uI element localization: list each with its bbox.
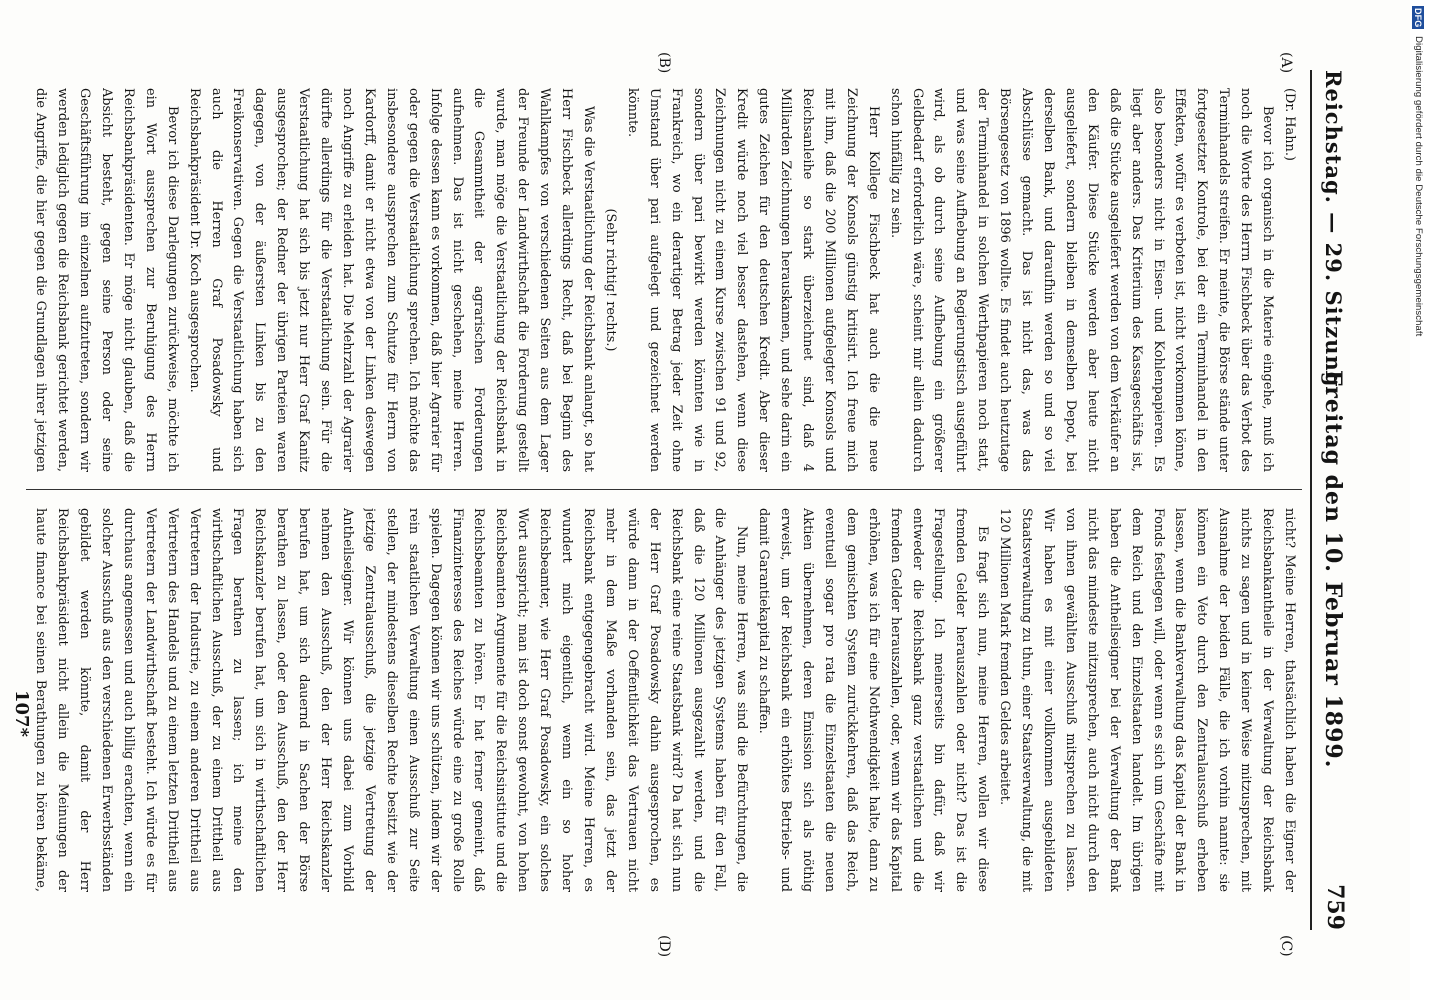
left-column — [30, 88, 1300, 472]
column-divider — [26, 489, 1302, 490]
left-paragraph: Bevor ich diese Darlegungen zurückweise, möchte ich ein Wort aussprechen zur Beruhigung des Herrn Reichsbankpräsidenten. Er möge nicht glauben, daß die Absicht besteht, gegen seine Person oder seine Geschäftsführung im einzelnen aufzutreten, sondern wir werden lediglich gegen die Reichsbank gerichtet werden, die Angriffe, die hier gegen die Grundlagen ihrer jetzigen — [33, 88, 180, 472]
margin-marker-d: (D) — [656, 935, 672, 958]
left-paragraph: Herr Kollege Fischbeck hat auch die die neue Zeichnung der Konsols günstig kritisirt. Ich freue mich mit ihm, daß die 200 Millionen aufgelegter Konsols und Reichsanleihe so stark überzeichnet sind, daß 4 Milliarden Zeichnungen herauskamen, und sehe darin ein gutes Zeichen für den deutschen Kredit. Aber dieser Kredit würde noch viel besser dastehen, wenn diese Zeichnungen nicht zu einem Kurse zwischen 91 und 92, sondern über pari bewirkt werden könnten wie in Frankreich, wo ein derartiger Betrag jeder Zeit ohne Umstand über pari aufgelegt und gezeichnet werden könnte. — [624, 88, 881, 472]
right-paragraph: Nun, meine Herren, was sind die Befürchtungen, die die Anhänger des jetzigen Systems haben für den Fall, daß die 120 Millionen ausgezahlt werden, und die Reichsbank eine reine Staatsbank wird? Da hat sich nun der Herr Graf Posadowsky dahin ausgesprochen, es würde dann in der Oeffentlichkeit das Vertrauen nicht mehr in dem Maße vorhanden sein, das jetzt der Reichsbank entgegengebracht wird. Meine Herren, es wundert mich eigentlich, wenn ein so hoher Reichsbeamter, wie Herr Graf Posadowsky, ein solches Wort ausspricht; man ist doch sonst gewohnt, von hohen Reichsbeamten Argumente für die Reichsinstitute und die Reichsbeamten zu hören. Er hat ferner gemeint, daß Finanzinteresse des Reiches würde eine zu große Rolle spielen. Dagegen können wir uns schützen, indem wir der rein staatlichen Verwaltung einen Ausschuß zur Seite stellen, der mindestens dieselben Rechte besitzt wie der jetzige Zentralausschuß, die jetzige Vertretung der Antheilseigner. Wir können uns dabei zum Vorbild nehmen den Ausschuß, den der Herr Reichskanzler berufen hat, um sich dauernd in Sachen der Börse berathen zu lassen, oder den Ausschuß, den der Herr Reichskanzler berufen hat, um sich in wirthschaftlichen Fragen berathen zu lassen; ich meine den wirthschaftlichen Ausschuß, der zu einem Drittheil aus Vertretern der Industrie, zu einem anderen Drittheil aus Vertretern des Handels und zu einem letzten Drittheil aus Vertretern der Landwirthschaft besteht. Ich würde es für durchaus angemessen und auch billig erachten, wenn ein solcher Ausschuß aus den verschiedenen Erwerbsständen gebildet werden könnte, damit der Herr Reichsbankpräsident nicht allein die Meinungen der haute finance bei seinen Berathungen zu hören bekäme, — [33, 508, 750, 892]
header-session: Reichstag. — 29. Sitzung. — [1321, 70, 1346, 396]
margin-marker-b: (B) — [656, 52, 672, 74]
page-header — [1314, 70, 1352, 930]
right-column — [30, 508, 1300, 892]
right-paragraph: Es fragt sich nun, meine Herren, wollen wir diese fremden Gelder herauszahlen oder nicht? Das ist die Fragestellung. Ich meinerseits bin dafür, daß wir entweder die Reichsbank ganz verstaatlichen und die fremden Gelder herauszahlen, oder, wenn wir das Kapital erhöhen, was ich für eine Nothwendigkeit halte, dann zu dem gemischten System zurückkehren, daß das Reich, eventuell sogar pro rata die Einzelstaaten die neuen Aktien übernehmen, deren Emission sich als nöthig erweist, um der Reichsbank ein erhöhtes Betriebs- und damit Garantiekapital zu schaffen. — [756, 508, 991, 892]
speaker-label: (Dr. Hahn.) — [1282, 88, 1297, 161]
header-rule — [1310, 70, 1312, 930]
signature-mark: 107* — [11, 690, 32, 737]
credit-text-block — [1412, 6, 1424, 336]
interjection: (Sehr richtig! rechts.) — [602, 208, 618, 352]
right-paragraph: nicht? Meine Herren, thatsächlich haben die Eigner der Reichsbankantheile in der Verwaltung der Reichsbank nichts zu sagen und in keiner Weise mitzusprechen, mit Ausnahme der beiden Fälle, die ich vorhin nannte: sie können ein Veto durch den Zentralausschuß erheben lassen, wenn die Bankverwaltung das Kapital der Bank in Fonds festlegen will, oder wenn es sich um Geschäfte mit dem Reich und den Einzelstaaten handelt. Im übrigen haben die Antheilseigner bei der Verwaltung der Bank nicht das mindeste mitzusprechen, auch nicht durch den von ihnen gewählten Ausschuß mitsprechen zu lassen. Wir haben es mit einer vollkommen ausgebildeten Staatsverwaltung zu thun, einer Staatsverwaltung, die mit 120 Millionen Mark fremden Geldes arbeitet. — [997, 508, 1297, 892]
header-date: Freitag den 10. Februar 1899. — [1320, 370, 1346, 769]
margin-marker-a: (A) — [1278, 52, 1294, 74]
page-number: 759 — [1322, 884, 1348, 930]
digitization-credit — [1410, 0, 1434, 1000]
dfg-logo: DFG — [1413, 8, 1423, 28]
left-paragraph: Was die Verstaatlichung der Reichsbank anlangt, so hat Herr Fischbeck allerdings Recht, daß bei Beginn des Wahlkampfes von verschiedenen Seiten aus dem Lager der Freunde der Landwirthschaft die Forderung gestellt wurde, man möge die Verstaatlichung der Reichsbank in die Gesammtheit der agrarischen Forderungen aufnehmen. Das ist nicht geschehen, meine Herren. Infolge dessen kann es vorkommen, daß hier Agrarier für oder gegen die Verstaatlichung sprechen. Ich möchte das insbesondere aussprechen zum Schutze für Herrn von Kardorff, damit er nicht etwa von der Linken deswegen noch Angriffe zu erleiden hat. Die Mehrzahl der Agrarier dürfte allerdings für die Verstaatlichung sein. Für die Verstaatlichung hat sich bis jetzt nur Herr Graf Kanitz ausgesprochen; der Redner der übrigen Parteien waren dagegen, von der äußersten Linken bis zu den Freikonservativen. Gegen die Verstaatlichung haben sich auch die Herren Graf Posadowsky und Reichsbankpräsident Dr. Koch ausgesprochen. — [186, 88, 596, 472]
credit-text: Digitalisierung gefördert durch die Deutsche Forschungsgemeinschaft — [1413, 36, 1424, 337]
margin-marker-c: (C) — [1278, 935, 1294, 957]
left-paragraph: Bevor ich organisch in die Materie eingehe, muß ich noch die Worte des Herrn Fischbeck über das Verbot des Terminhandels streifen. Er meinte, die Börse stände unter fortgesetzter Kontrole, bei der ein Terminhandel in den Effekten, wofür es verboten ist, nicht vorkommen könne, also besonders nicht in Eisen- und Kohlenpapieren. Es liegt aber anders. Das Kriterium des Kassageschäfts ist, daß die Stücke ausgeliefert werden von dem Verkäufer an den Käufer. Diese Stücke werden aber heute nicht ausgeliefert, sondern bleiben in demselben Depot, bei derselben Bank, und daraufhin werden so und so viel Abschlüsse gemacht. Das ist nicht das, was das Börsengesetz von 1896 wollte. Es findet auch heutzutage der Terminhandel in solchen Werthpapieren noch statt, und was seine Aufhebung an Regierungstisch ausgeführt wird, als ob durch seine Aufhebung ein größerer Geldbedarf erforderlich wäre, scheint mir allein dadurch schon hinfällig zu sein. — [887, 88, 1276, 472]
